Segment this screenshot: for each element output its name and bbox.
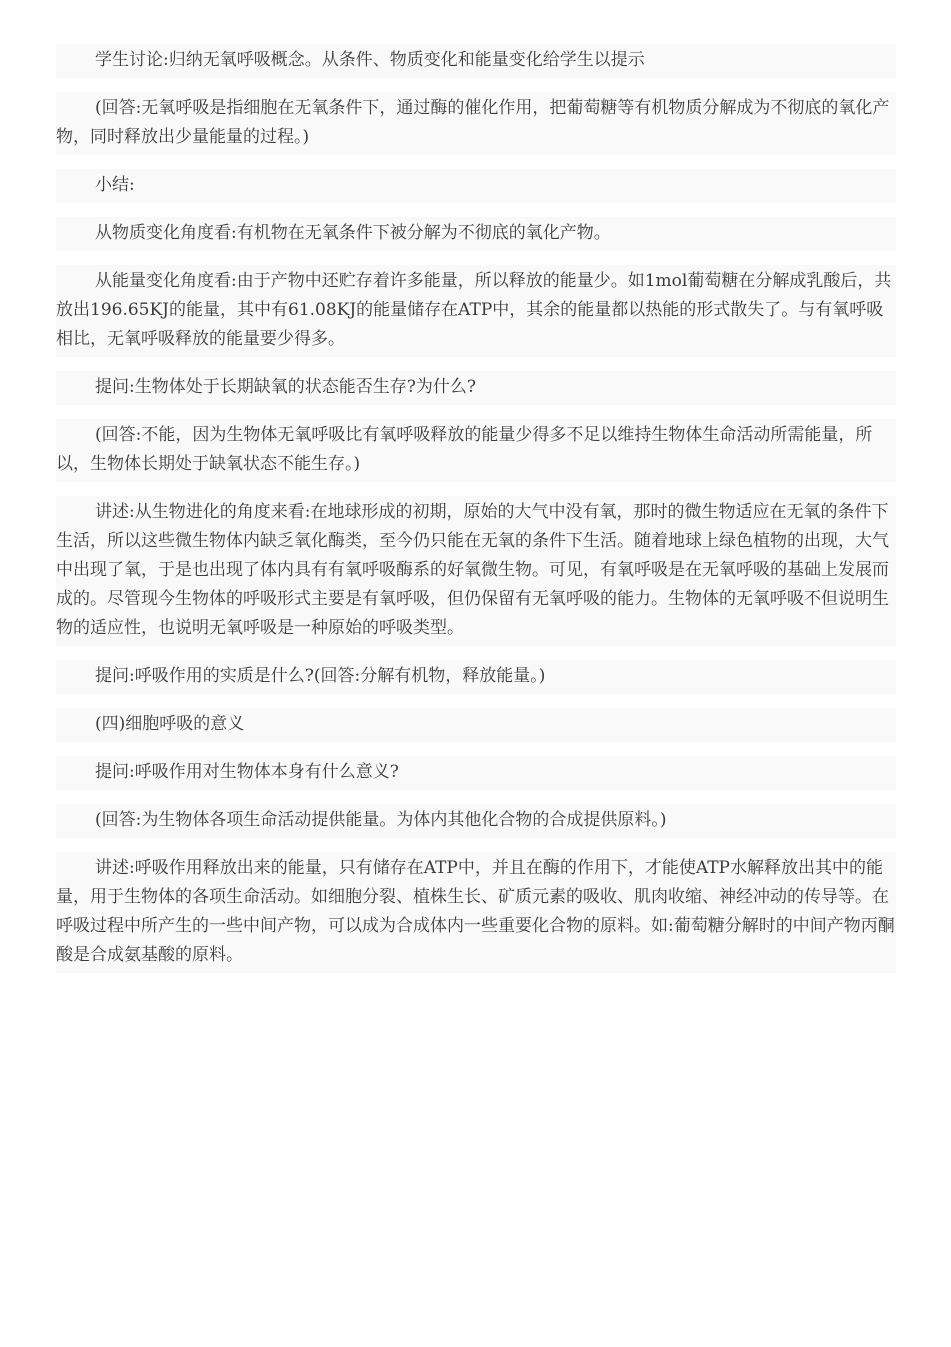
- paragraph-answer-hypoxia: (回答:不能，因为生物体无氧呼吸比有氧呼吸释放的能量少得多不足以维持生物体生命活动所需能量，所以，生物体长期处于缺氧状态不能生存。): [56, 419, 896, 482]
- paragraph-question-essence: 提问:呼吸作用的实质是什么?(回答:分解有机物，释放能量。): [56, 660, 896, 694]
- paragraph-significance-narration: 讲述:呼吸作用释放出来的能量，只有储存在ATP中，并且在酶的作用下，才能使ATP水解释放出其中的能量，用于生物体的各项生命活动。如细胞分裂、植株生长、矿质元素的吸收、肌肉收缩、神经冲动的传导等。在呼吸过程中所产生的一些中间产物，可以成为合成体内一些重要化合物的原料。如:葡萄糖分解时的中间产物丙酮酸是合成氨基酸的原料。: [56, 852, 896, 973]
- paragraph-energy-change: 从能量变化角度看:由于产物中还贮存着许多能量，所以释放的能量少。如1mol葡萄糖在分解成乳酸后，共放出196.65KJ的能量，其中有61.08KJ的能量储存在ATP中，其余的能量都以热能的形式散失了。与有氧呼吸相比，无氧呼吸释放的能量要少得多。: [56, 265, 896, 357]
- document-body: [56, 44, 896, 987]
- paragraph-answer-significance: (回答:为生物体各项生命活动提供能量。为体内其他化合物的合成提供原料。): [56, 804, 896, 838]
- paragraph-section-heading: (四)细胞呼吸的意义: [56, 708, 896, 742]
- paragraph-answer-anaerobic-definition: (回答:无氧呼吸是指细胞在无氧条件下，通过酶的催化作用，把葡萄糖等有机物质分解成为不彻底的氧化产物，同时释放出少量能量的过程。): [56, 92, 896, 155]
- paragraph-material-change: 从物质变化角度看:有机物在无氧条件下被分解为不彻底的氧化产物。: [56, 217, 896, 251]
- paragraph-summary-heading: 小结:: [56, 169, 896, 203]
- paragraph-question-significance: 提问:呼吸作用对生物体本身有什么意义?: [56, 756, 896, 790]
- paragraph-student-discussion: 学生讨论:归纳无氧呼吸概念。从条件、物质变化和能量变化给学生以提示: [56, 44, 896, 78]
- paragraph-question-hypoxia: 提问:生物体处于长期缺氧的状态能否生存?为什么?: [56, 371, 896, 405]
- paragraph-evolution-narration: 讲述:从生物进化的角度来看:在地球形成的初期，原始的大气中没有氧，那时的微生物适应在无氧的条件下生活，所以这些微生物体内缺乏氧化酶类，至今仍只能在无氧的条件下生活。随着地球上绿色植物的出现，大气中出现了氧，于是也出现了体内具有有氧呼吸酶系的好氧微生物。可见，有氧呼吸是在无氧呼吸的基础上发展而成的。尽管现今生物体的呼吸形式主要是有氧呼吸，但仍保留有无氧呼吸的能力。生物体的无氧呼吸不但说明生物的适应性，也说明无氧呼吸是一种原始的呼吸类型。: [56, 496, 896, 646]
